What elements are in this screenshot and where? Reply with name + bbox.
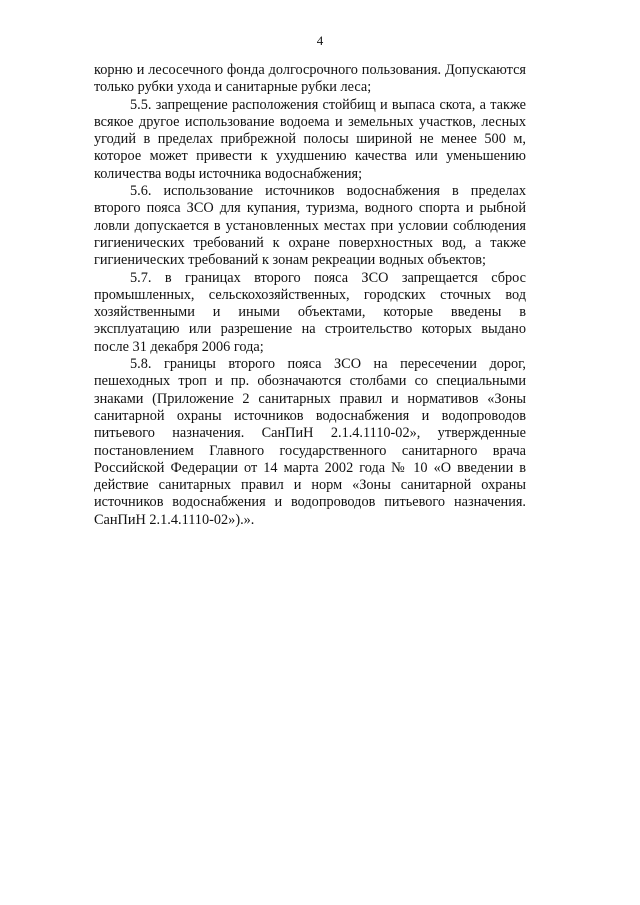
- document-body: [94, 62, 526, 529]
- paragraph-5-6: 5.6. использование источников водоснабжения в пределах второго пояса ЗСО для купания, туризма, водного спорта и рыбной ловли допускается в установленных местах при условии соблюдения гигиенических требований к охране поверхностных вод, а также гигиенических требований к зонам рекреации водных объектов;: [94, 183, 526, 269]
- paragraph-continuation: корню и лесосечного фонда долгосрочного пользования. Допускаются только рубки ухода и санитарные рубки леса;: [94, 62, 526, 96]
- paragraph-5-8: 5.8. границы второго пояса ЗСО на пересечении дорог, пешеходных троп и пр. обозначаются столбами со специальными знаками (Приложение 2 санитарных правил и нормативов «Зоны санитарной охраны источников водоснабжения и водопроводов питьевого назначения. СанПиН 2.1.4.1110-02», утвержденные постановлением Главного государственного санитарного врача Российской Федерации от 14 марта 2002 года № 10 «О введении в действие санитарных правил и норм «Зоны санитарной охраны источников водоснабжения и водопроводов питьевого назначения. СанПиН 2.1.4.1110-02»).».: [94, 356, 526, 528]
- page-number: 4: [316, 33, 324, 48]
- paragraph-5-7: 5.7. в границах второго пояса ЗСО запрещается сброс промышленных, сельскохозяйственных, городских сточных вод хозяйственными и иными объектами, которые введены в эксплуатацию или разрешение на строительство которых выдано после 31 декабря 2006 года;: [94, 269, 526, 355]
- paragraph-5-5: 5.5. запрещение расположения стойбищ и выпаса скота, а также всякое другое использование водоема и земельных участков, лесных угодий в пределах прибрежной полосы шириной не менее 500 м, которое может привести к ухудшению качества или уменьшению количества воды источника водоснабжения;: [94, 96, 526, 182]
